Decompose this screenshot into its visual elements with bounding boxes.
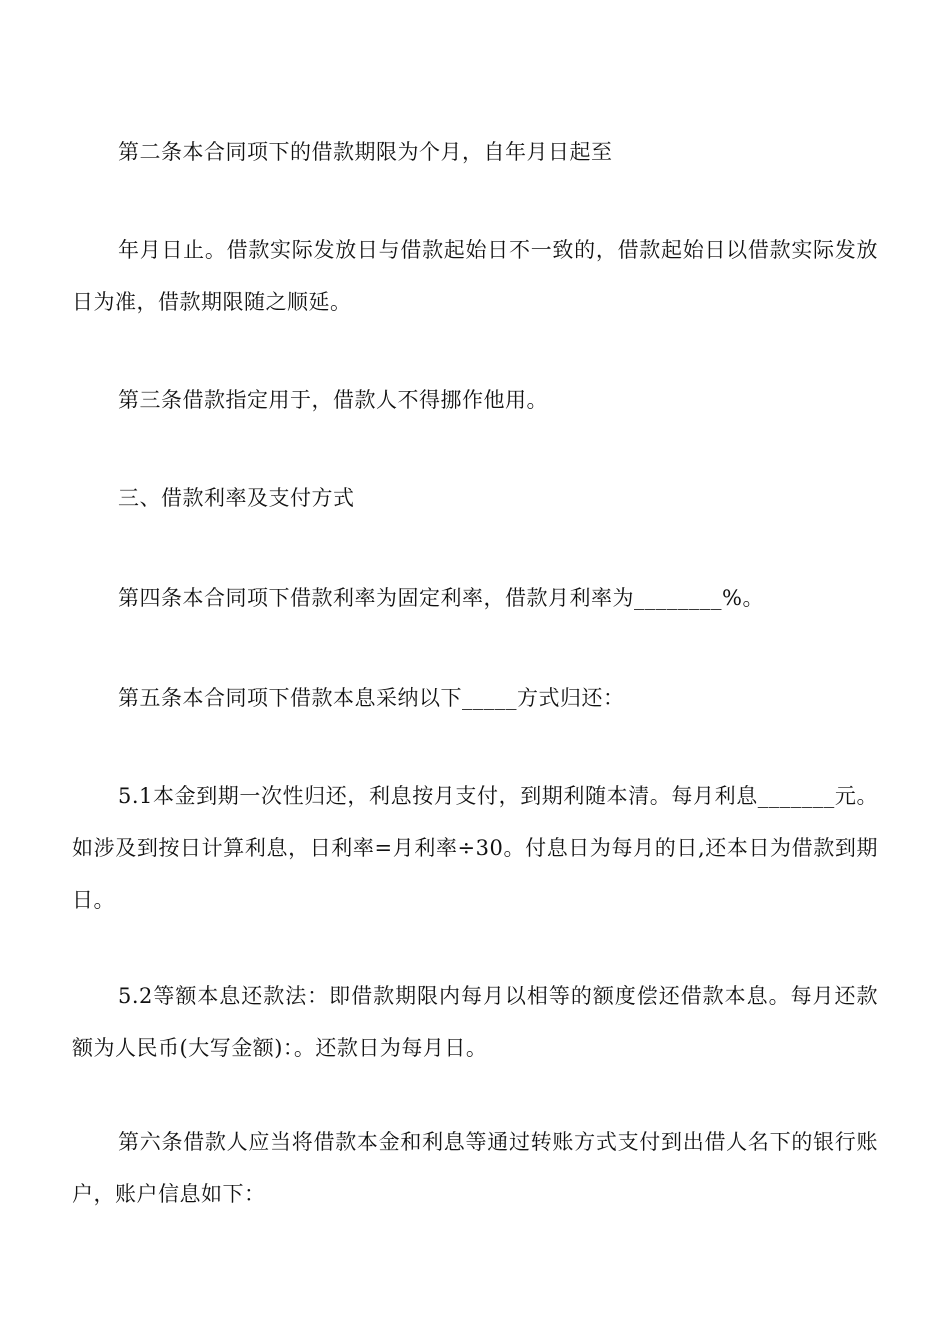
clause-5-1-paragraph: 5.1本金到期一次性归还，利息按月支付，到期利随本清。每月利息_______元。如涉及到按日计算利息，日利率=月利率÷30。付息日为每月的日,还本日为借款到期日。 — [72, 784, 878, 912]
article-2-continuation-paragraph: 年月日止。借款实际发放日与借款起始日不一致的，借款起始日以借款实际发放日为准，借款期限随之顺延。 — [72, 238, 878, 314]
article-6-paragraph: 第六条借款人应当将借款本金和利息等通过转账方式支付到出借人名下的银行账户，账户信息如下： — [72, 1130, 878, 1206]
section-3-heading: 三、借款利率及支付方式 — [118, 486, 355, 510]
article-3-paragraph: 第三条借款指定用于，借款人不得挪作他用。 — [118, 388, 548, 412]
article-4-paragraph: 第四条本合同项下借款利率为固定利率，借款月利率为________%。 — [118, 586, 764, 610]
article-2-paragraph: 第二条本合同项下的借款期限为个月，自年月日起至 — [118, 140, 613, 164]
clause-5-2-paragraph: 5.2等额本息还款法：即借款期限内每月以相等的额度偿还借款本息。每月还款额为人民币(大写金额)：。还款日为每月日。 — [72, 984, 878, 1060]
article-5-paragraph: 第五条本合同项下借款本息采纳以下_____方式归还： — [118, 686, 625, 710]
